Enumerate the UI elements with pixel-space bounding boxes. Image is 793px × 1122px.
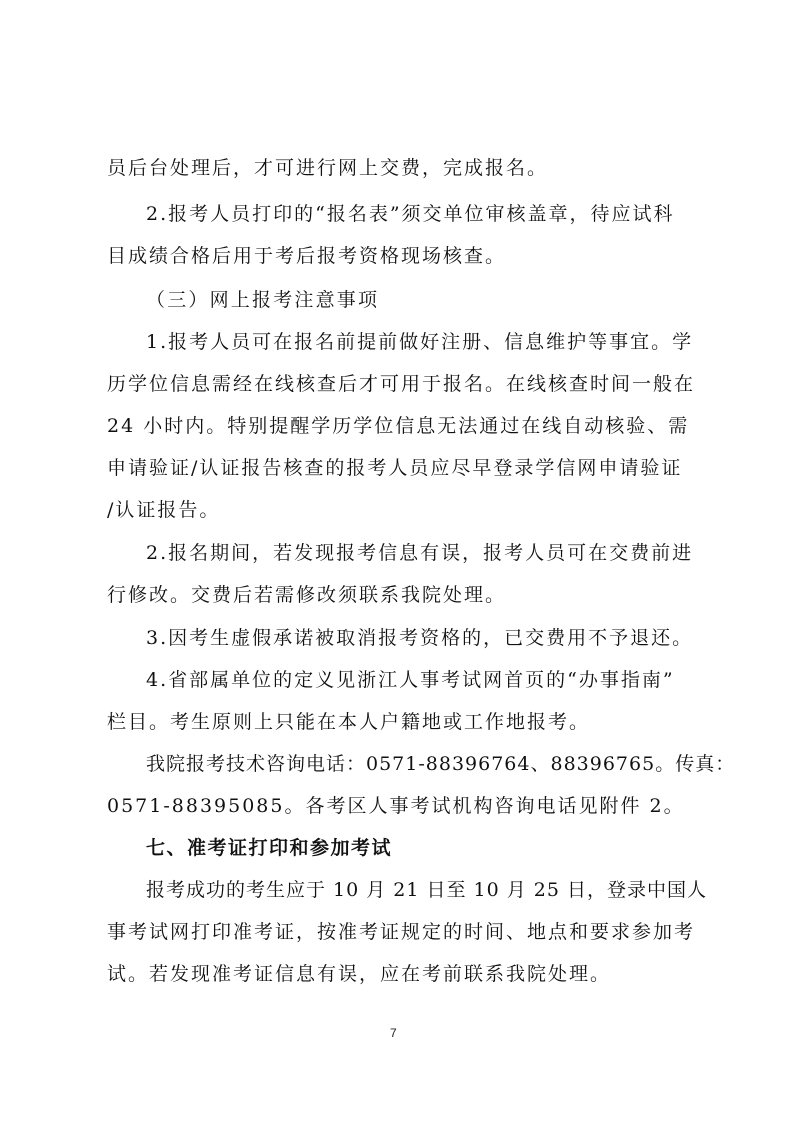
paragraph-line: 24 小时内。特别提醒学历学位信息无法通过在线自动核验、需 [107, 415, 690, 437]
paragraph-line: 申请验证/认证报告核查的报考人员应尽早登录学信网申请验证 [107, 457, 683, 479]
paragraph-line: 目成绩合格后用于考后报考资格现场核查。 [107, 245, 507, 267]
paragraph-line: 试。若发现准考证信息有误，应在考前联系我院处理。 [107, 963, 612, 985]
paragraph-line: 员后台处理后，才可进行网上交费，完成报名。 [107, 157, 549, 179]
section-subheading: （三）网上报考注意事项 [146, 289, 380, 311]
paragraph-line: 0571-88395085。各考区人事考试机构咨询电话见附件 2。 [107, 795, 685, 817]
paragraph-line: 1.报考人员可在报名前提前做好注册、信息维护等事宜。学 [146, 331, 694, 353]
paragraph-line: 行修改。交费后若需修改须联系我院处理。 [107, 584, 507, 606]
paragraph-line: 栏目。考生原则上只能在本人户籍地或工作地报考。 [107, 711, 591, 733]
paragraph-line: 2.报名期间，若发现报考信息有误，报考人员可在交费前进 [146, 542, 694, 564]
paragraph-line: 4.省部属单位的定义见浙江人事考试网首页的“办事指南” [146, 669, 675, 691]
paragraph-line: 我院报考技术咨询电话：0571-88396764、88396765。传真： [146, 753, 736, 775]
paragraph-line: 事考试网打印准考证，按准考证规定的时间、地点和要求参加考 [107, 921, 696, 943]
paragraph-line: /认证报告。 [107, 499, 221, 521]
paragraph-line: 历学位信息需经在线核查后才可用于报名。在线核查时间一般在 [107, 373, 696, 395]
section-heading: 七、准考证打印和参加考试 [146, 837, 393, 859]
paragraph-line: 3.因考生虚假承诺被取消报考资格的，已交费用不予退还。 [146, 627, 694, 649]
paragraph-line: 报考成功的考生应于 10 月 21 日至 10 月 25 日，登录中国人 [146, 879, 708, 901]
paragraph-line: 2.报考人员打印的“报名表”须交单位审核盖章，待应试科 [146, 203, 675, 225]
page-number: 7 [390, 1026, 397, 1040]
